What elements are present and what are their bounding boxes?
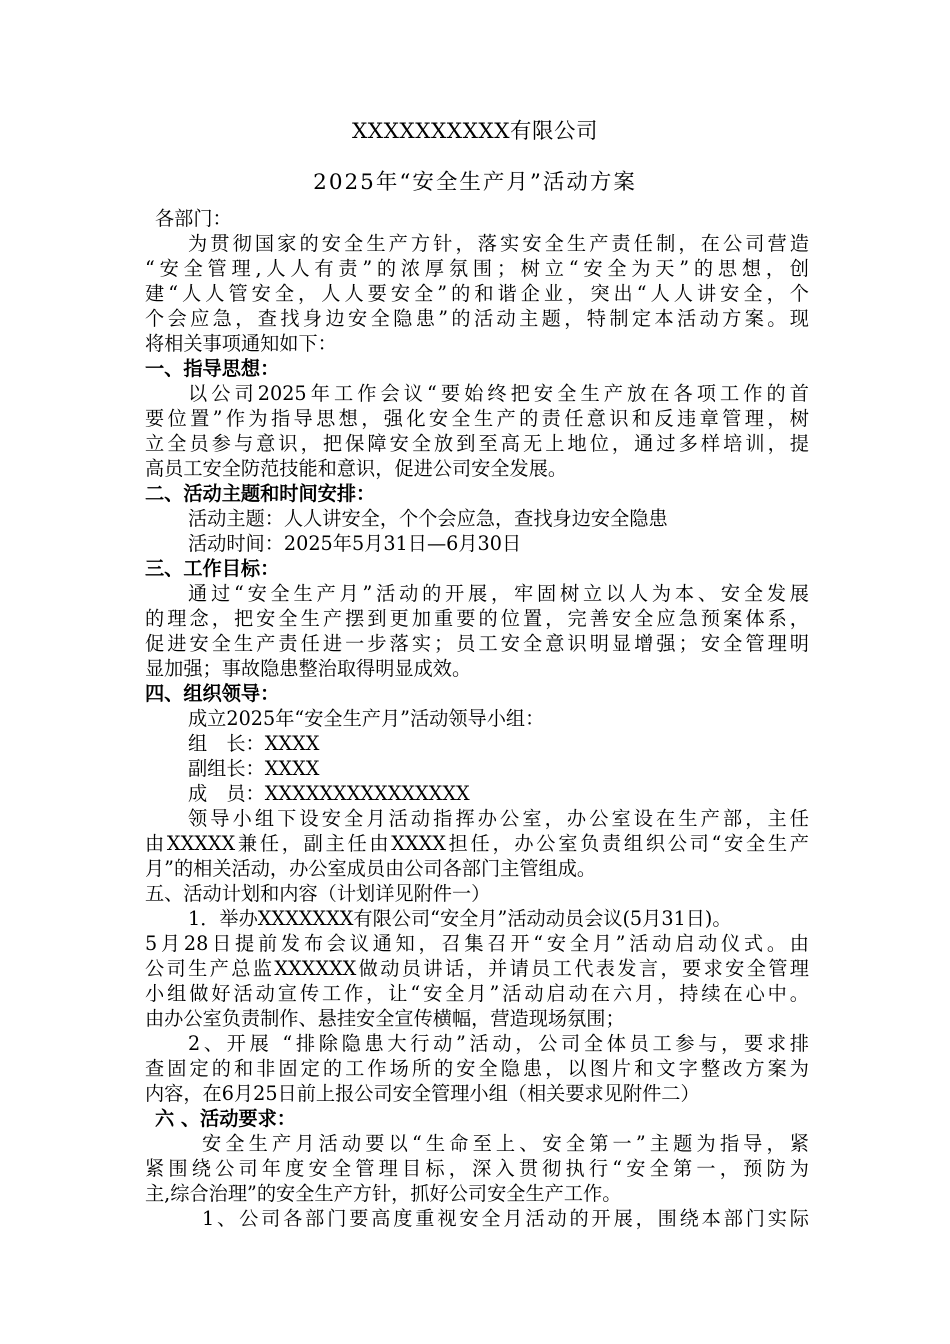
plan-title: 2025年“安全生产月”活动方案 bbox=[313, 170, 637, 195]
company-title: XXXXXXXXXX有限公司 bbox=[351, 119, 599, 144]
text-line: 组 长：XXXX bbox=[188, 732, 320, 755]
text-line: 建“人人管安全，人人要安全”的和谐企业，突出“人人讲安全，个 bbox=[145, 282, 809, 305]
text-line: 查固定的和非固定的工作场所的安全隐患，以图片和文字整改方案为 bbox=[145, 1057, 809, 1080]
text-line: 小组做好活动宣传工作，让“安全月”活动启动在六月，持续在心中。 bbox=[145, 982, 809, 1005]
text-line: 主,综合治理”的安全生产方针，抓好公司安全生产工作。 bbox=[145, 1182, 622, 1205]
text-line: 安全生产月活动要以“生命至上、安全第一”主题为指导，紧 bbox=[202, 1132, 809, 1155]
text-line: 立全员参与意识，把保障安全放到至高无上地位，通过多样培训，提 bbox=[145, 432, 809, 455]
text-line: 以公司2025年工作会议“要始终把安全生产放在各项工作的首 bbox=[188, 382, 809, 405]
section-heading: 六 、活动要求： bbox=[155, 1107, 296, 1130]
text-line: 活动时间：2025年5月31日—6月30日 bbox=[188, 532, 522, 555]
text-line: 1、公司各部门要高度重视安全月活动的开展，围绕本部门实际 bbox=[202, 1207, 809, 1230]
text-line: 2、开展 “排除隐患大行动”活动，公司全体员工参与，要求排 bbox=[188, 1032, 809, 1055]
section-heading: 三、工作目标： bbox=[145, 557, 280, 580]
text-line: 促进安全生产责任进一步落实；员工安全意识明显增强；安全管理明 bbox=[145, 632, 809, 655]
text-line: 公司生产总监XXXXXX做动员讲话，并请员工代表发言，要求安全管理 bbox=[145, 957, 809, 980]
section-heading: 一、指导思想： bbox=[145, 357, 280, 380]
text-line: 1．举办XXXXXXX有限公司“安全月”活动动员会议(5月31日)。 bbox=[188, 907, 732, 930]
text-line: 副组长：XXXX bbox=[188, 757, 320, 780]
text-line: 内容，在6月25日前上报公司安全管理小组（相关要求见附件二） bbox=[145, 1082, 700, 1105]
text-line: 月”的相关活动，办公室成员由公司各部门主管组成。 bbox=[145, 857, 597, 880]
text-line: 五、活动计划和内容（计划详见附件一） bbox=[145, 882, 491, 905]
text-line: 高员工安全防范技能和意识，促进公司安全发展。 bbox=[145, 457, 568, 480]
text-line: 由办公室负责制作、悬挂安全宣传横幅，营造现场氛围； bbox=[145, 1007, 625, 1030]
text-line: 成 员：XXXXXXXXXXXXXXX bbox=[188, 782, 470, 805]
text-line: 个会应急，查找身边安全隐患”的活动主题，特制定本活动方案。现 bbox=[145, 307, 809, 330]
section-heading: 四、组织领导： bbox=[145, 682, 280, 705]
document-body bbox=[145, 206, 809, 1231]
text-line: 成立2025年“安全生产月”活动领导小组： bbox=[188, 707, 545, 730]
text-line: 领导小组下设安全月活动指挥办公室，办公室设在生产部，主任 bbox=[188, 807, 809, 830]
text-line: 5月28日提前发布会议通知，召集召开“安全月”活动启动仪式。由 bbox=[145, 932, 809, 955]
text-line: 活动主题：人人讲安全，个个会应急，查找身边安全隐患 bbox=[188, 507, 668, 530]
text-line: 由XXXXX兼任，副主任由XXXX担任，办公室负责组织公司“安全生产 bbox=[145, 832, 809, 855]
text-line: 的理念，把安全生产摆到更加重要的位置，完善安全应急预案体系， bbox=[145, 607, 809, 630]
text-line: 将相关事项通知如下： bbox=[145, 332, 337, 355]
text-line: “安全管理,人人有责”的浓厚氛围；树立“安全为天”的思想，创 bbox=[145, 257, 809, 280]
text-line: 要位置”作为指导思想，强化安全生产的责任意识和反违章管理，树 bbox=[145, 407, 809, 430]
text-line: 通过“安全生产月”活动的开展，牢固树立以人为本、安全发展 bbox=[188, 582, 809, 605]
text-line: 各部门： bbox=[155, 207, 232, 230]
section-heading: 二、活动主题和时间安排： bbox=[145, 482, 376, 505]
text-line: 为贯彻国家的安全生产方针，落实安全生产责任制，在公司营造 bbox=[188, 232, 809, 255]
text-line: 紧围绕公司年度安全管理目标，深入贯彻执行“安全第一，预防为 bbox=[145, 1157, 809, 1180]
text-line: 显加强；事故隐患整治取得明显成效。 bbox=[145, 657, 472, 680]
